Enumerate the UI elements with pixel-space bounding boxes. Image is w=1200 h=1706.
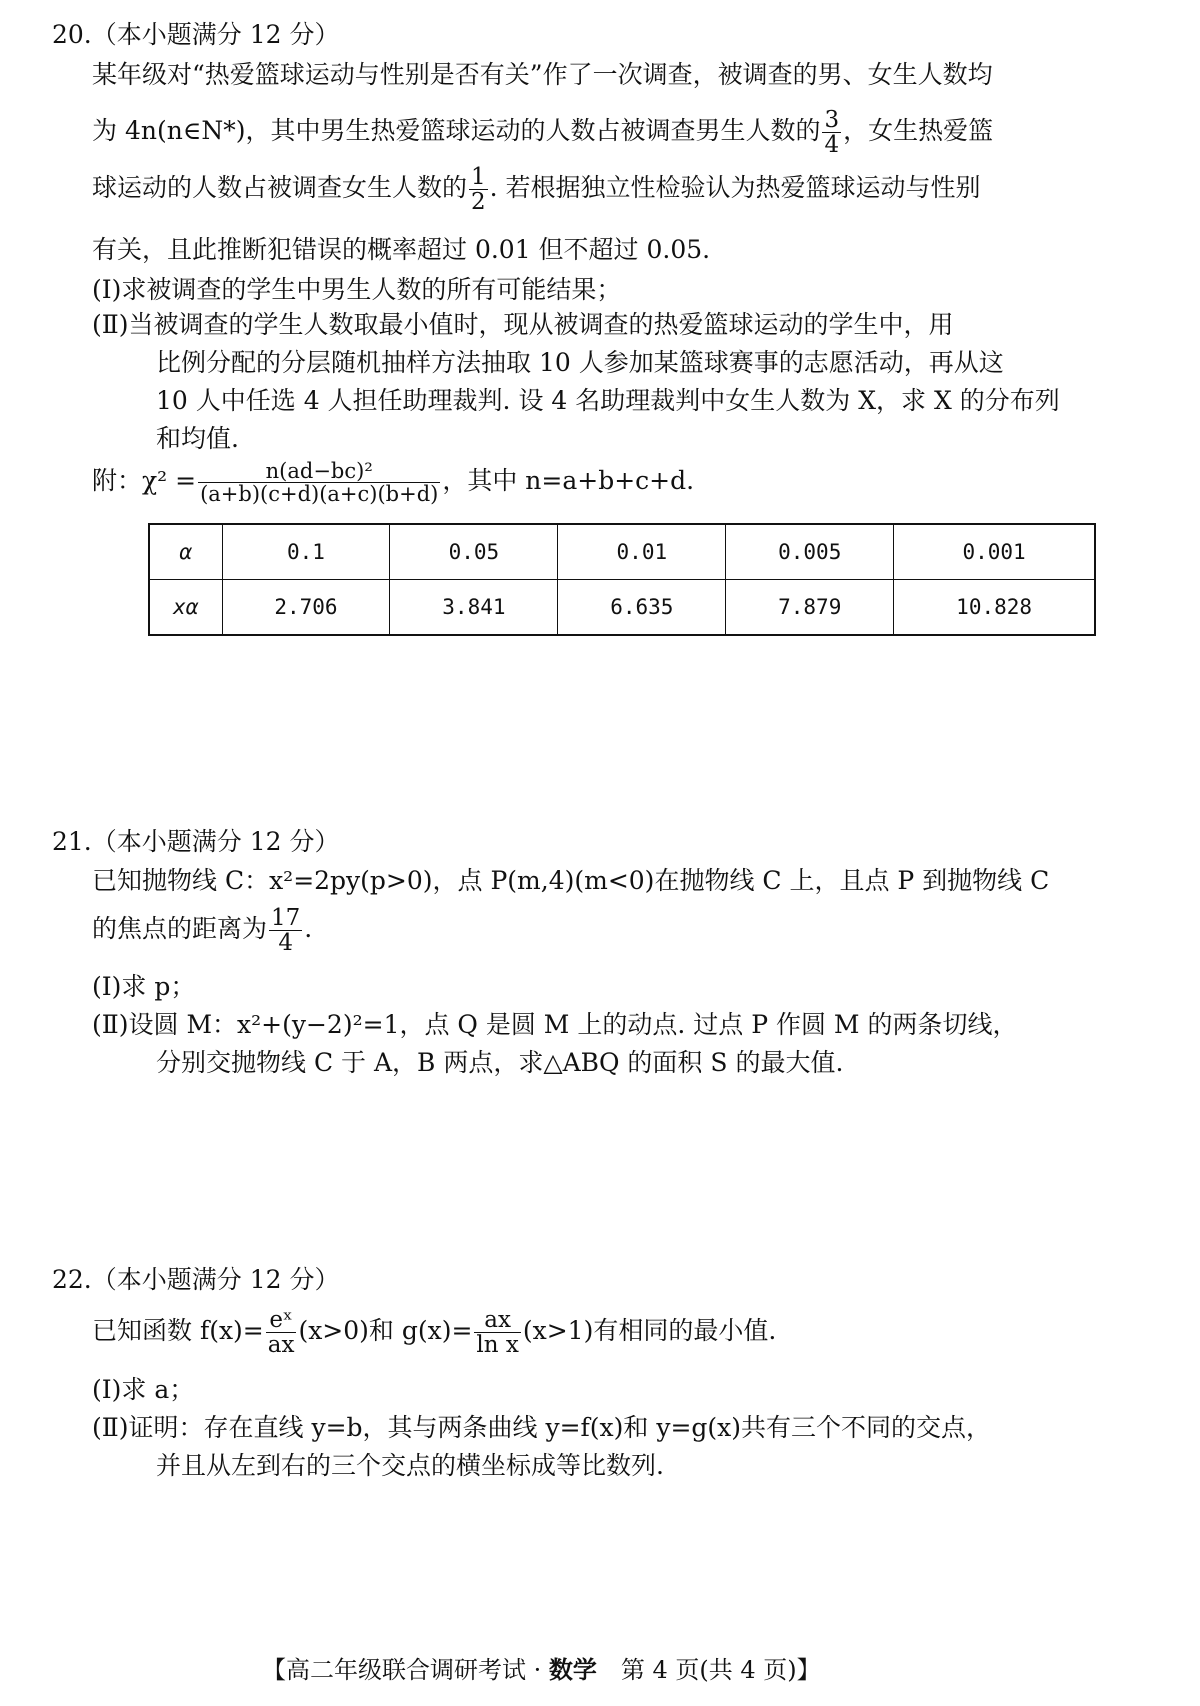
q20-part-2-line-3: 10 人中任选 4 人担任助理裁判. 设 4 名助理裁判中女生人数为 X，求 X 的分布列 [156,386,1060,415]
chi-square-critical-value-table [148,523,1096,636]
footer-exam-name: 【高二年级联合调研考试 · [262,1656,549,1684]
q20-appendix-label: 附：χ² = [92,466,197,496]
q20-header: 20.（本小题满分 12 分） [52,20,340,49]
table-cell: 10.828 [894,580,1095,636]
q20-line-2-text-a: 为 4n(n∈N*)，其中男生热爱篮球运动的人数占被调查男生人数的 [92,116,821,146]
q22-line-1-text-b: (x>0)和 g(x)= [298,1316,473,1346]
table-row [149,580,1095,636]
footer-page-number: 第 4 页(共 4 页)】 [596,1656,821,1684]
q20-line-4: 有关，且此推断犯错误的概率超过 0.01 但不超过 0.05. [92,235,711,264]
q20-part-2-line-4: 和均值. [156,424,239,453]
q20-part-1: (Ⅰ)求被调查的学生中男生人数的所有可能结果； [92,275,622,304]
q22-part-2-line-2: 并且从左到右的三个交点的横坐标成等比数列. [156,1451,664,1480]
table-cell: 6.635 [558,580,726,636]
q22-line-1-text-a: 已知函数 f(x)= [92,1316,264,1346]
q21-fraction-seventeen-quarters: $\frac{17}{4}$ [271,905,301,957]
q22-line-1-text-c: (x>1)有相同的最小值. [522,1316,777,1346]
q20-part-2-line-2: 比例分配的分层随机抽样方法抽取 10 人参加某篮球赛事的志愿活动，再从这 [156,348,1004,377]
table-cell: 2.706 [222,580,390,636]
q20-chi-square-formula: $\frac{\text{n(ad−bc)²}}{(a+b)(c+d)(a+c)(b+d)}$ [200,459,439,507]
q21-line-2 [92,906,312,955]
table-cell: 0.001 [894,524,1095,580]
q21-line-2-text-a: 的焦点的距离为 [92,914,268,944]
q20-part-2-line-1: (Ⅱ)当被调查的学生人数取最小值时，现从被调查的热爱篮球运动的学生中，用 [92,310,954,339]
q20-line-2-text-b: ，女生热爱篮 [843,116,994,146]
q20-line-3 [92,165,981,214]
q22-fraction-f: $\frac{\text{eˣ}}{ax}$ [267,1307,295,1359]
q21-line-1: 已知抛物线 C：x²=2py(p>0)，点 P(m,4)(m<0)在抛物线 C 上，且点 P 到抛物线 C [92,866,1050,895]
table-cell: xα [149,580,222,636]
q21-part-2-line-2: 分别交抛物线 C 于 A，B 两点，求△ABQ 的面积 S 的最大值. [156,1048,844,1077]
q22-part-2-line-1: (Ⅱ)证明：存在直线 y=b，其与两条曲线 y=f(x)和 y=g(x)共有三个不同的交点， [92,1413,992,1442]
q21-part-1: (Ⅰ)求 p； [92,972,196,1001]
q20-line-3-text-a: 球运动的人数占被调查女生人数的 [92,173,468,203]
q21-part-2-line-1: (Ⅱ)设圆 M：x²+(y−2)²=1，点 Q 是圆 M 上的动点. 过点 P 作圆 M 的两条切线， [92,1010,1018,1039]
table-cell: α [149,524,222,580]
q22-line-1 [92,1308,776,1357]
q21-line-2-text-b: . [304,914,313,944]
table-cell: 7.879 [726,580,894,636]
q22-header: 22.（本小题满分 12 分） [52,1265,340,1294]
q20-fraction-one-half: $\frac{1}{2}$ [471,164,486,216]
q20-line-2 [92,108,993,157]
q20-line-3-text-b: . 若根据独立性检验认为热爱篮球运动与性别 [489,173,981,203]
footer-subject: 数学 [548,1655,597,1684]
q20-fraction-three-quarters: $\frac{3}{4}$ [824,107,840,159]
table-row [149,524,1095,580]
q22-fraction-g: $\frac{ax}{\text{ln x}}$ [476,1307,519,1359]
table-cell: 0.01 [558,524,726,580]
q20-line-1: 某年级对“热爱篮球运动与性别是否有关”作了一次调查，被调查的男、女生人数均 [92,60,993,89]
q21-header: 21.（本小题满分 12 分） [52,827,340,856]
q20-appendix [92,460,694,505]
q22-part-1: (Ⅰ)求 a； [92,1375,195,1404]
table-cell: 3.841 [390,580,558,636]
page-footer [262,1656,821,1685]
table-cell: 0.005 [726,524,894,580]
table-cell: 0.05 [390,524,558,580]
table-cell: 0.1 [222,524,390,580]
q20-appendix-tail: ，其中 n=a+b+c+d. [442,466,695,496]
